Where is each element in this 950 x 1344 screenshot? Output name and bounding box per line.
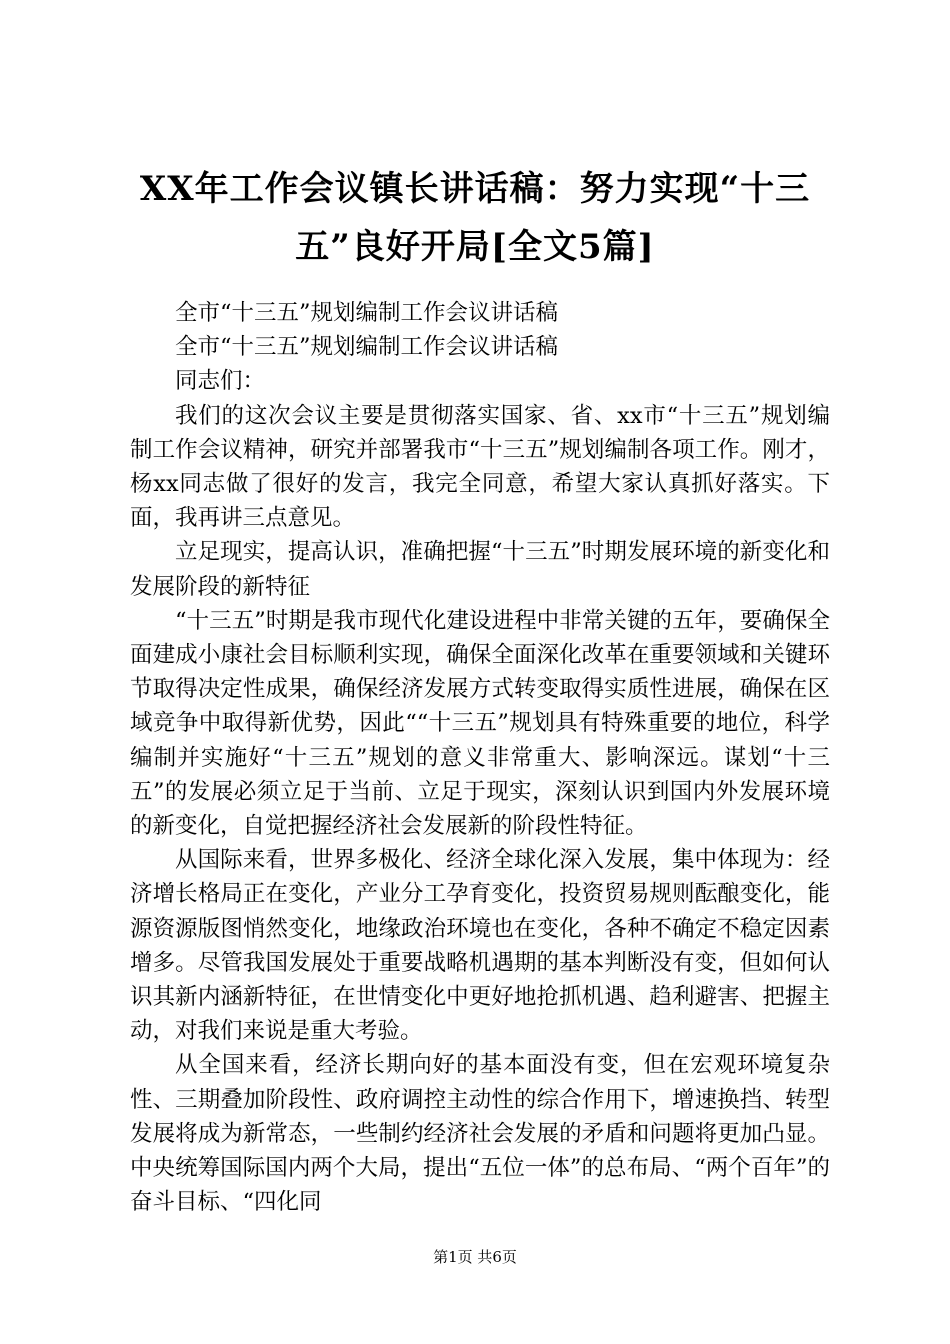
page-number-footer: 第1页 共6页 bbox=[433, 1248, 517, 1266]
title-line-1: XX年工作会议镇长讲话稿：努力实现“十三 bbox=[139, 169, 811, 209]
document-title bbox=[120, 160, 830, 276]
paragraph: 全市“十三五”规划编制工作会议讲话稿 bbox=[175, 300, 559, 326]
document-body bbox=[130, 296, 830, 1219]
paragraph: 我们的这次会议主要是贯彻落实国家、省、xx市“十三五”规划编制工作会议精神，研究并部署我市“十三五”规划编制各项工作。刚才，杨xx同志做了很好的发言，我完全同意，希望大家认真抓好落实。下面，我再讲三点意见。 bbox=[130, 402, 830, 532]
paragraph: 全市“十三五”规划编制工作会议讲话稿 bbox=[175, 334, 559, 361]
paragraph: 从全国来看，经济长期向好的基本面没有变，但在宏观环境复杂性、三期叠加阶段性、政府调控主动性的综合作用下，增速换挡、转型发展将成为新常态，一些制约经济社会发展的矛盾和问题将更加凸显。中央统筹国际国内两个大局，提出“五位一体”的总布局、“两个百年”的奋斗目标、“四化同 bbox=[130, 1052, 830, 1216]
paragraph: “十三五”时期是我市现代化建设进程中非常关键的五年，要确保全面建成小康社会目标顺利实现，确保全面深化改革在重要领域和关键环节取得决定性成果，确保经济发展方式转变取得实质性进展，确保在区域竞争中取得新优势，因此““十三五”规划具有特殊重要的地位，科学编制并实施好“十三五”规划的意义非常重大、影响深远。谋划“十三五”的发展必须立足于当前、立足于现实，深刻认识到国内外发展环境的新变化，自觉把握经济社会发展新的阶段性特征。 bbox=[130, 607, 830, 840]
paragraph: 从国际来看，世界多极化、经济全球化深入发展，集中体现为：经济增长格局正在变化，产业分工孕育变化，投资贸易规则酝酿变化，能源资源版图悄然变化，地缘政治环境也在变化，各种不确定不稳定因素增多。尽管我国发展处于重要战略机遇期的基本判断没有变，但如何认识其新内涵新特征，在世情变化中更好地抢抓机遇、趋利避害、把握主动，对我们来说是重大考验。 bbox=[130, 847, 830, 1045]
title-line-2: 五”良好开局[全文5篇] bbox=[295, 227, 655, 267]
paragraph: 同志们： bbox=[175, 368, 266, 395]
paragraph: 立足现实，提高认识，准确把握“十三五”时期发展环境的新变化和发展阶段的新特征 bbox=[130, 539, 830, 600]
